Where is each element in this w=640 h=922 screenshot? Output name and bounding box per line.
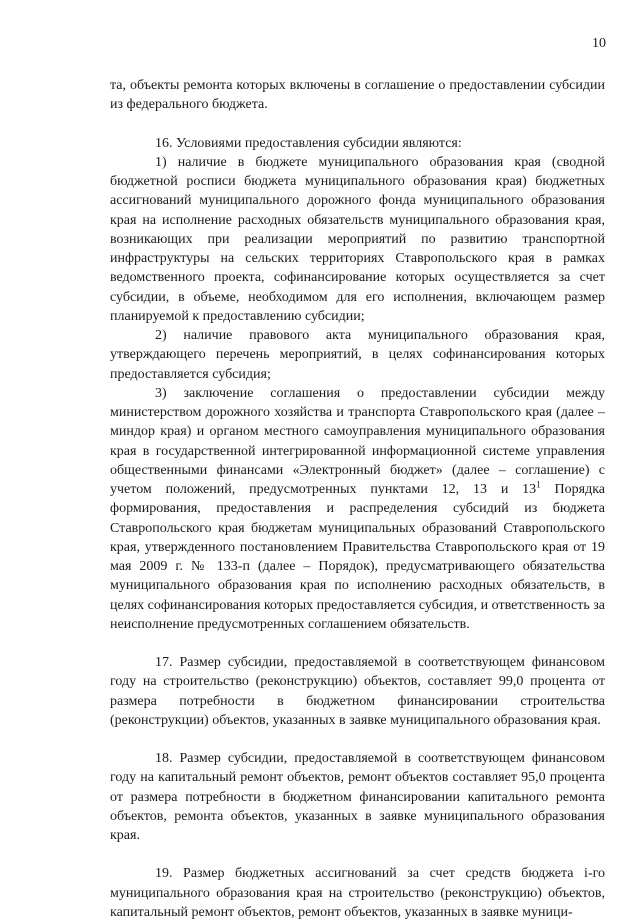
paragraph-gap [110,730,605,749]
paragraph-16-item-1: 1) наличие в бюджете муниципального образования края (сводной бюджетной росписи бюджета муниципального образования края) бюджетных ассигнований муниципального дорожного фонда муниципального образования края на исполнение расходных обязательств муниципального образования края, возникающих при реализации мероприятий по развитию транспортной инфраструктуры на сельских территориях Ставропольского края в рамках ведомственного проекта, софинансирование которых осуществляется за счет субсидии, в объеме, необходимом для его исполнения, включающем размер планируемой к предоставлению субсидии; [110,154,605,324]
paragraph-19: 19. Размер бюджетных ассигнований за счет средств бюджета i-го муниципального образования края на строительство (реконструкцию) объектов, капитальный ремонт объектов, ремонт объектов, указанных в заявке муници- [110,866,605,920]
paragraph-16-item-3-superscript: 1 [536,479,541,490]
page-number: 10 [592,36,606,51]
paragraph-17: 17. Размер субсидии, предоставляемой в соответствующем финансовом году на строительство (реконструкцию) объектов, составляет 99,0 процента от размера потребности в бюджетном финансировании строительства (реконструкции) объектов, указанных в заявке муниципального образования края. [110,655,605,728]
paragraph-gap [110,634,605,653]
paragraph-16-item-3-part-b: Порядка формирования, предоставления и распределения субсидий из бюджета Ставропольского края бюджетам муниципальных образований Ставропольского края, утвержденного постановлением Правительства Ставропольского края от 19 мая 2009 г. № 133-п (далее – Порядок), предусматривающего обязательства муниципального образования края по исполнению расходных обязательств, в целях софинансирования которых предоставляется субсидия, и ответственность за неисполнение предусмотренных соглашением обязательств. [110,482,606,632]
paragraph-gap [110,115,605,134]
paragraph-16-item-3 [110,384,605,634]
paragraph-gap [110,845,605,864]
paragraph-16-heading: 16. Условиями предоставления субсидии являются: [155,135,462,151]
paragraph-16-item-2: 2) наличие правового акта муниципального образования края, утверждающего перечень мероприятий, в целях софинансирования которых предоставляется субсидия; [110,328,605,382]
document-body [110,76,605,922]
paragraph-intro: та, объекты ремонта которых включены в соглашение о предоставлении субсидии из федерального бюджета. [110,78,605,113]
paragraph-18: 18. Размер субсидии, предоставляемой в соответствующем финансовом году на капитальный ремонт объектов, ремонт объектов составляет 95,0 процента от размера потребности в бюджетном финансировании капитального ремонта объектов, ремонта объектов, указанных в заявке муниципального образования края. [110,751,605,843]
paragraph-16-item-3-part-a: 3) заключение соглашения о предоставлении субсидии между министерством дорожного хозяйства и транспорта Ставропольского края (далее – миндор края) и органом местного самоуправления муниципального образования края в государственной интегрированной информационной системе управления общественными финансами «Электронный бюджет» (далее – соглашение) с учетом положений, предусмотренных пунктами 12, 13 и 13 [110,385,605,497]
